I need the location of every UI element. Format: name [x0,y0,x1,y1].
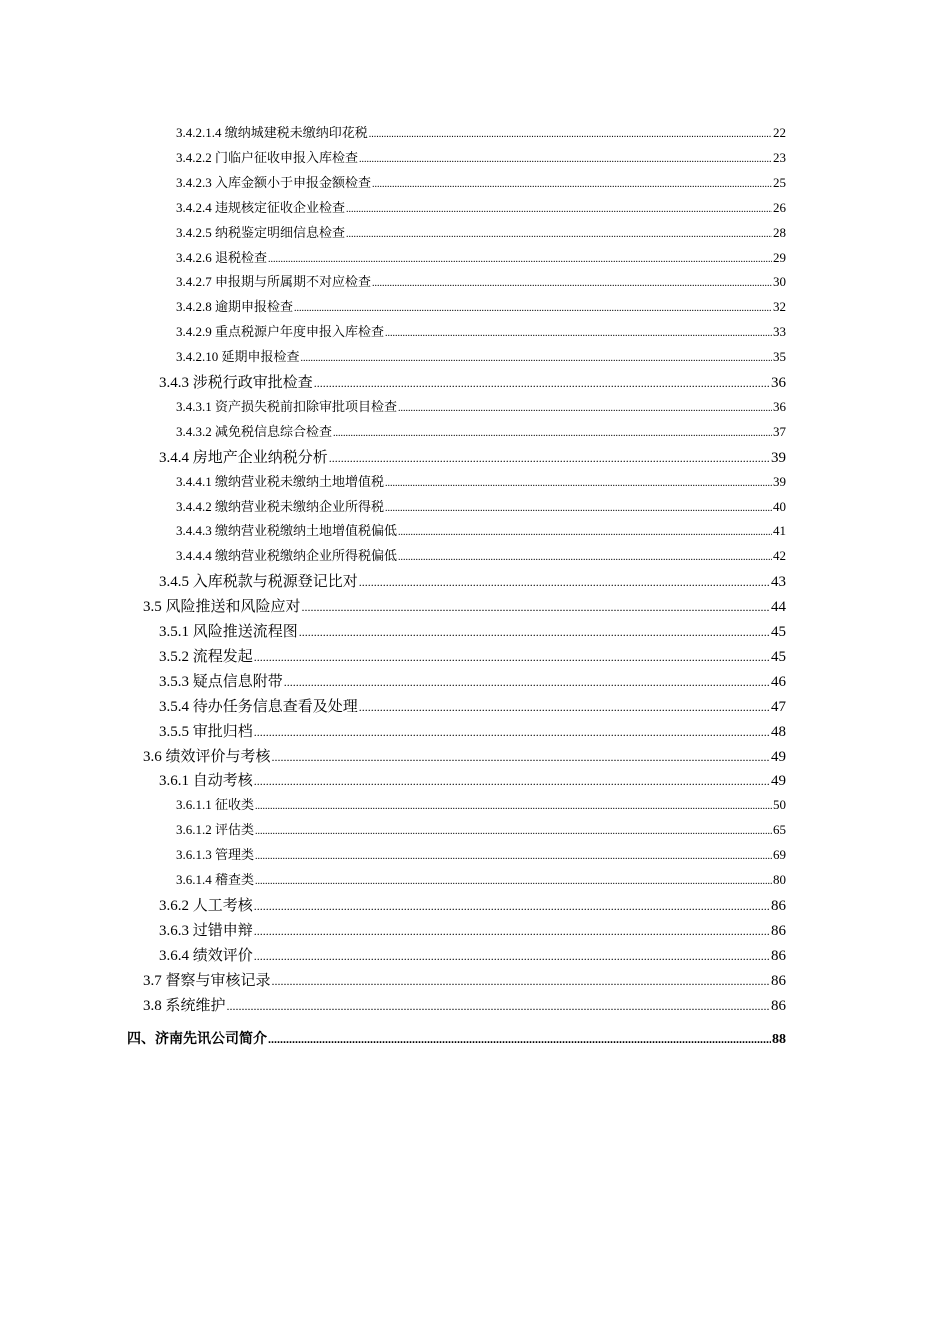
toc-entry[interactable] [176,545,786,564]
toc-entry-page: 35 [773,349,786,365]
toc-entry[interactable] [143,994,786,1015]
toc-entry[interactable] [176,197,786,216]
toc-dot-leader [254,725,770,740]
toc-entry-page: 39 [771,449,786,466]
toc-entry-page: 22 [773,125,786,140]
toc-entry-title: 3.8 系统维护 [143,997,226,1014]
toc-entry[interactable] [176,271,786,290]
toc-entry-title: 3.4.2.4 违规核定征收企业检查 [176,199,346,215]
toc-dot-leader [346,204,772,215]
toc-entry-title: 3.4.4.4 缴纳营业税缴纳企业所得税偏低 [176,548,398,564]
toc-dot-leader [255,851,772,862]
toc-dot-leader [255,876,772,887]
toc-entry[interactable] [143,745,786,766]
toc-entry-title: 3.6.3 过错申辩 [159,922,253,939]
toc-dot-leader [268,1032,771,1047]
toc-entry[interactable] [159,720,786,741]
toc-entry-title: 3.4.4.2 缴纳营业税未缴纳企业所得税 [176,498,385,514]
toc-dot-leader [302,600,770,615]
toc-entry-page: 30 [773,274,786,290]
toc-entry-page: 39 [773,473,786,489]
toc-entry[interactable] [176,172,786,191]
toc-entry-title: 3.6.1.3 管理类 [176,847,255,863]
toc-entry-page: 26 [773,199,786,215]
toc-entry-page: 37 [773,423,786,439]
toc-entry[interactable] [127,1028,786,1048]
toc-dot-leader [372,278,772,289]
toc-entry[interactable] [176,496,786,515]
toc-entry[interactable] [176,520,786,539]
toc-dot-leader [359,154,772,165]
toc-dot-leader [254,774,770,789]
toc-entry[interactable] [176,794,786,813]
toc-entry-title: 3.6 绩效评价与考核 [143,748,271,765]
toc-entry-page: 40 [773,498,786,514]
toc-entry-title: 3.4.4 房地产企业纳税分析 [159,449,328,466]
toc-dot-leader [227,999,770,1014]
toc-entry-title: 3.4.3.1 资产损失税前扣除审批项目检查 [176,398,398,414]
toc-dot-leader [272,974,770,989]
toc-entry-page: 49 [771,773,786,790]
toc-entry[interactable] [159,919,786,940]
toc-entry-title: 3.4.5 入库税款与税源登记比对 [159,574,358,591]
toc-entry[interactable] [143,595,786,616]
toc-entry[interactable] [159,446,786,467]
toc-entry-title: 3.4.2.3 入库金额小于申报金额检查 [176,174,372,190]
toc-entry-page: 86 [771,997,786,1014]
toc-entry-page: 86 [771,947,786,964]
toc-entry[interactable] [176,844,786,863]
toc-dot-leader [294,303,772,314]
toc-entry[interactable] [159,944,786,965]
toc-dot-leader [385,503,772,514]
toc-dot-leader [398,403,772,414]
toc-entry[interactable] [176,247,786,266]
toc-dot-leader [268,254,772,265]
toc-entry[interactable] [159,670,786,691]
toc-entry[interactable] [176,819,786,838]
toc-dot-leader [346,229,772,240]
toc-entry-page: 43 [771,574,786,591]
toc-entry[interactable] [176,296,786,315]
toc-entry-title: 四、济南先讯公司简介 [127,1032,267,1048]
toc-entry-page: 36 [773,398,786,414]
toc-entry-page: 32 [773,299,786,315]
toc-entry-page: 45 [771,648,786,665]
toc-dot-leader [359,575,770,590]
toc-entry-title: 3.4.4.3 缴纳营业税缴纳土地增值税偏低 [176,523,398,539]
toc-dot-leader [254,899,770,914]
toc-entry-page: 86 [771,897,786,914]
toc-entry-page: 45 [771,624,786,640]
toc-entry[interactable] [159,645,786,666]
toc-entry-page: 86 [771,972,786,989]
toc-entry-title: 3.4.4.1 缴纳营业税未缴纳土地增值税 [176,473,385,489]
toc-entry-title: 3.7 督察与审核记录 [143,972,271,989]
toc-entry[interactable] [159,371,786,392]
toc-entry[interactable] [159,620,786,641]
toc-entry-title: 3.5 风险推送和风险应对 [143,599,301,616]
toc-entry-page: 28 [773,224,786,240]
toc-entry-title: 3.4.2.8 逾期申报检查 [176,299,294,315]
toc-entry-title: 3.4.2.2 门临户征收申报入库检查 [176,149,359,165]
toc-entry-page: 44 [771,599,786,616]
toc-entry[interactable] [143,969,786,990]
toc-dot-leader [385,328,772,339]
toc-dot-leader [299,625,770,640]
toc-entry-page: 42 [773,548,786,564]
toc-entry-page: 25 [773,174,786,190]
toc-entry-page: 23 [773,149,786,165]
toc-entry-title: 3.4.3 涉税行政审批检查 [159,375,313,391]
toc-entry-title: 3.5.2 流程发起 [159,648,253,665]
toc-entry[interactable] [159,570,786,591]
toc-entry-page: 86 [771,922,786,939]
toc-entry[interactable] [176,321,786,340]
toc-entry-title: 3.4.2.5 纳税鉴定明细信息检查 [176,224,346,240]
toc-entry-page: 41 [773,523,786,539]
toc-entry-page: 50 [773,797,786,813]
toc-entry-page: 80 [773,872,786,887]
toc-entry-title: 3.4.2.9 重点税源户年度申报入库检查 [176,324,385,340]
toc-entry-title: 3.6.1.1 征收类 [176,797,255,813]
toc-entry[interactable] [159,894,786,915]
toc-dot-leader [398,552,772,563]
toc-dot-leader [359,700,770,715]
toc-entry-title: 3.5.5 审批归档 [159,723,253,740]
toc-entry[interactable] [176,147,786,166]
toc-entry-title: 3.4.2.6 退税检查 [176,249,268,265]
toc-entry[interactable] [176,222,786,241]
toc-entry[interactable] [176,346,786,365]
toc-entry-title: 3.4.2.7 申报期与所属期不对应检查 [176,274,372,290]
toc-entry-page: 65 [773,822,786,838]
toc-dot-leader [333,428,772,439]
toc-dot-leader [314,376,770,391]
toc-dot-leader [385,478,772,489]
toc-entry-title: 3.6.1 自动考核 [159,773,253,790]
toc-entry[interactable] [159,769,786,790]
toc-entry[interactable] [176,122,786,141]
toc-entry-title: 3.5.3 疑点信息附带 [159,673,283,690]
toc-entry-title: 3.6.4 绩效评价 [159,947,253,964]
toc-entry-page: 33 [773,324,786,340]
toc-entry-page: 48 [771,723,786,740]
toc-entry[interactable] [176,421,786,440]
toc-entry-page: 47 [771,698,786,715]
toc-entry-title: 3.4.3.2 减免税信息综合检查 [176,423,333,439]
toc-entry-title: 3.5.1 风险推送流程图 [159,624,298,640]
toc-dot-leader [372,179,772,190]
toc-dot-leader [255,801,772,812]
toc-entry-page: 49 [771,748,786,765]
toc-dot-leader [284,675,770,690]
toc-dot-leader [254,924,770,939]
toc-entry-page: 88 [772,1032,786,1048]
toc-entry[interactable] [176,396,786,415]
toc-entry[interactable] [176,869,786,888]
toc-entry-title: 3.6.1.2 评估类 [176,822,255,838]
toc-entry-page: 29 [773,249,786,265]
toc-dot-leader [301,353,772,364]
toc-dot-leader [272,750,770,765]
toc-entry-page: 46 [771,673,786,690]
toc-entry-title: 3.6.2 人工考核 [159,897,253,914]
toc-dot-leader [329,451,770,466]
toc-entry[interactable] [159,695,786,716]
toc-entry-title: 3.5.4 待办任务信息查看及处理 [159,698,358,715]
toc-entry-title: 3.6.1.4 稽查类 [176,872,255,887]
toc-dot-leader [369,129,772,140]
toc-dot-leader [398,527,772,538]
toc-entry[interactable] [176,471,786,490]
toc-dot-leader [254,650,770,665]
toc-entry-title: 3.4.2.1.4 缴纳城建税未缴纳印花税 [176,125,368,140]
toc-entry-page: 36 [771,375,786,391]
toc-entry-page: 69 [773,847,786,863]
toc-entry-title: 3.4.2.10 延期申报检查 [176,349,300,365]
toc-dot-leader [254,949,770,964]
toc-dot-leader [255,826,772,837]
